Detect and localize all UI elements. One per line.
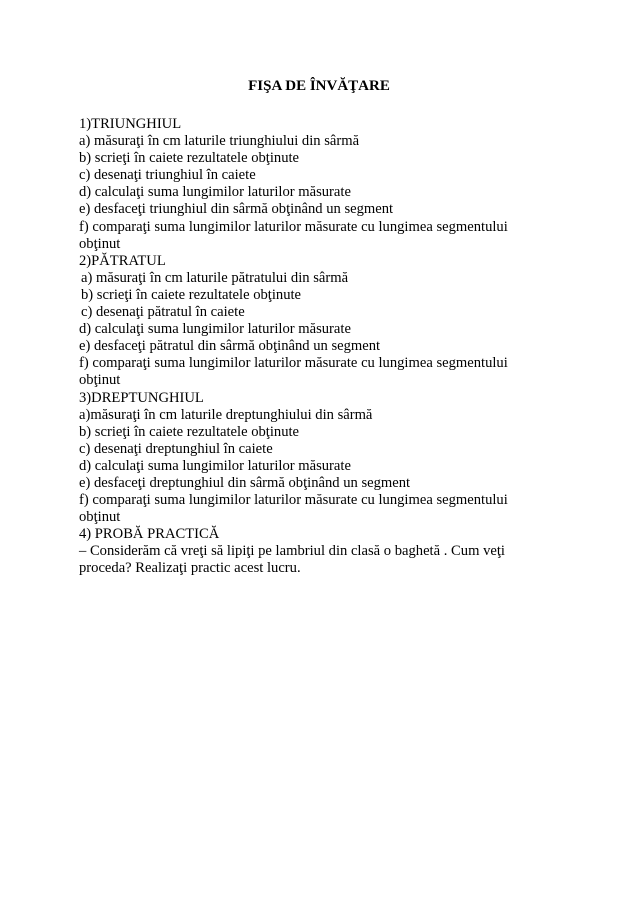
instruction-line: e) desfaceţi triunghiul din sârmă obţinând un segment	[79, 201, 394, 218]
page-title: FIŞA DE ÎNVĂŢARE	[248, 78, 390, 94]
instruction-line-continuation: obţinut	[79, 372, 121, 389]
instruction-line: a) măsuraţi în cm laturile triunghiului din sârmă	[79, 133, 360, 150]
instruction-line: a) măsuraţi în cm laturile pătratului din sârmă	[81, 269, 349, 286]
practical-task-line: – Considerăm că vreţi să lipiţi pe lambriul din clasă o baghetă . Cum veţi	[79, 543, 505, 560]
instruction-line: f) comparaţi suma lungimilor laturilor măsurate cu lungimea segmentului	[79, 218, 508, 235]
section-heading-dreptunghiul: 3)DREPTUNGHIUL	[79, 389, 204, 406]
section-heading-triunghiul: 1)TRIUNGHIUL	[79, 116, 182, 132]
practical-task-line: proceda? Realizaţi practic acest lucru.	[79, 560, 301, 577]
instruction-line-continuation: obţinut	[79, 235, 121, 252]
instruction-line: d) calculaţi suma lungimilor laturilor măsurate	[79, 457, 351, 474]
document-body	[79, 116, 549, 578]
instruction-line: d) calculaţi suma lungimilor laturilor măsurate	[79, 321, 351, 338]
instruction-line: c) desenaţi pătratul în caiete	[81, 304, 245, 321]
instruction-line: b) scrieţi în caiete rezultatele obţinute	[81, 286, 302, 303]
instruction-line: e) desfaceţi dreptunghiul din sârmă obţinând un segment	[79, 474, 411, 491]
instruction-line: d) calculaţi suma lungimilor laturilor măsurate	[79, 184, 351, 201]
instruction-line: a)măsuraţi în cm laturile dreptunghiului din sârmă	[79, 406, 373, 423]
instruction-line: f) comparaţi suma lungimilor laturilor măsurate cu lungimea segmentului	[79, 492, 508, 509]
instruction-line-continuation: obţinut	[79, 509, 121, 526]
section-heading-proba-practica: 4) PROBĂ PRACTICĂ	[79, 526, 220, 543]
instruction-line: b) scrieţi în caiete rezultatele obţinute	[79, 423, 300, 440]
instruction-line: e) desfaceţi pătratul din sârmă obţinând un segment	[79, 338, 381, 355]
section-heading-patratul: 2)PĂTRATUL	[79, 252, 166, 269]
instruction-line: b) scrieţi în caiete rezultatele obţinute	[79, 150, 300, 167]
instruction-line: c) desenaţi triunghiul în caiete	[79, 167, 256, 184]
instruction-line: f) comparaţi suma lungimilor laturilor măsurate cu lungimea segmentului	[79, 355, 508, 372]
instruction-line: c) desenaţi dreptunghiul în caiete	[79, 440, 273, 457]
